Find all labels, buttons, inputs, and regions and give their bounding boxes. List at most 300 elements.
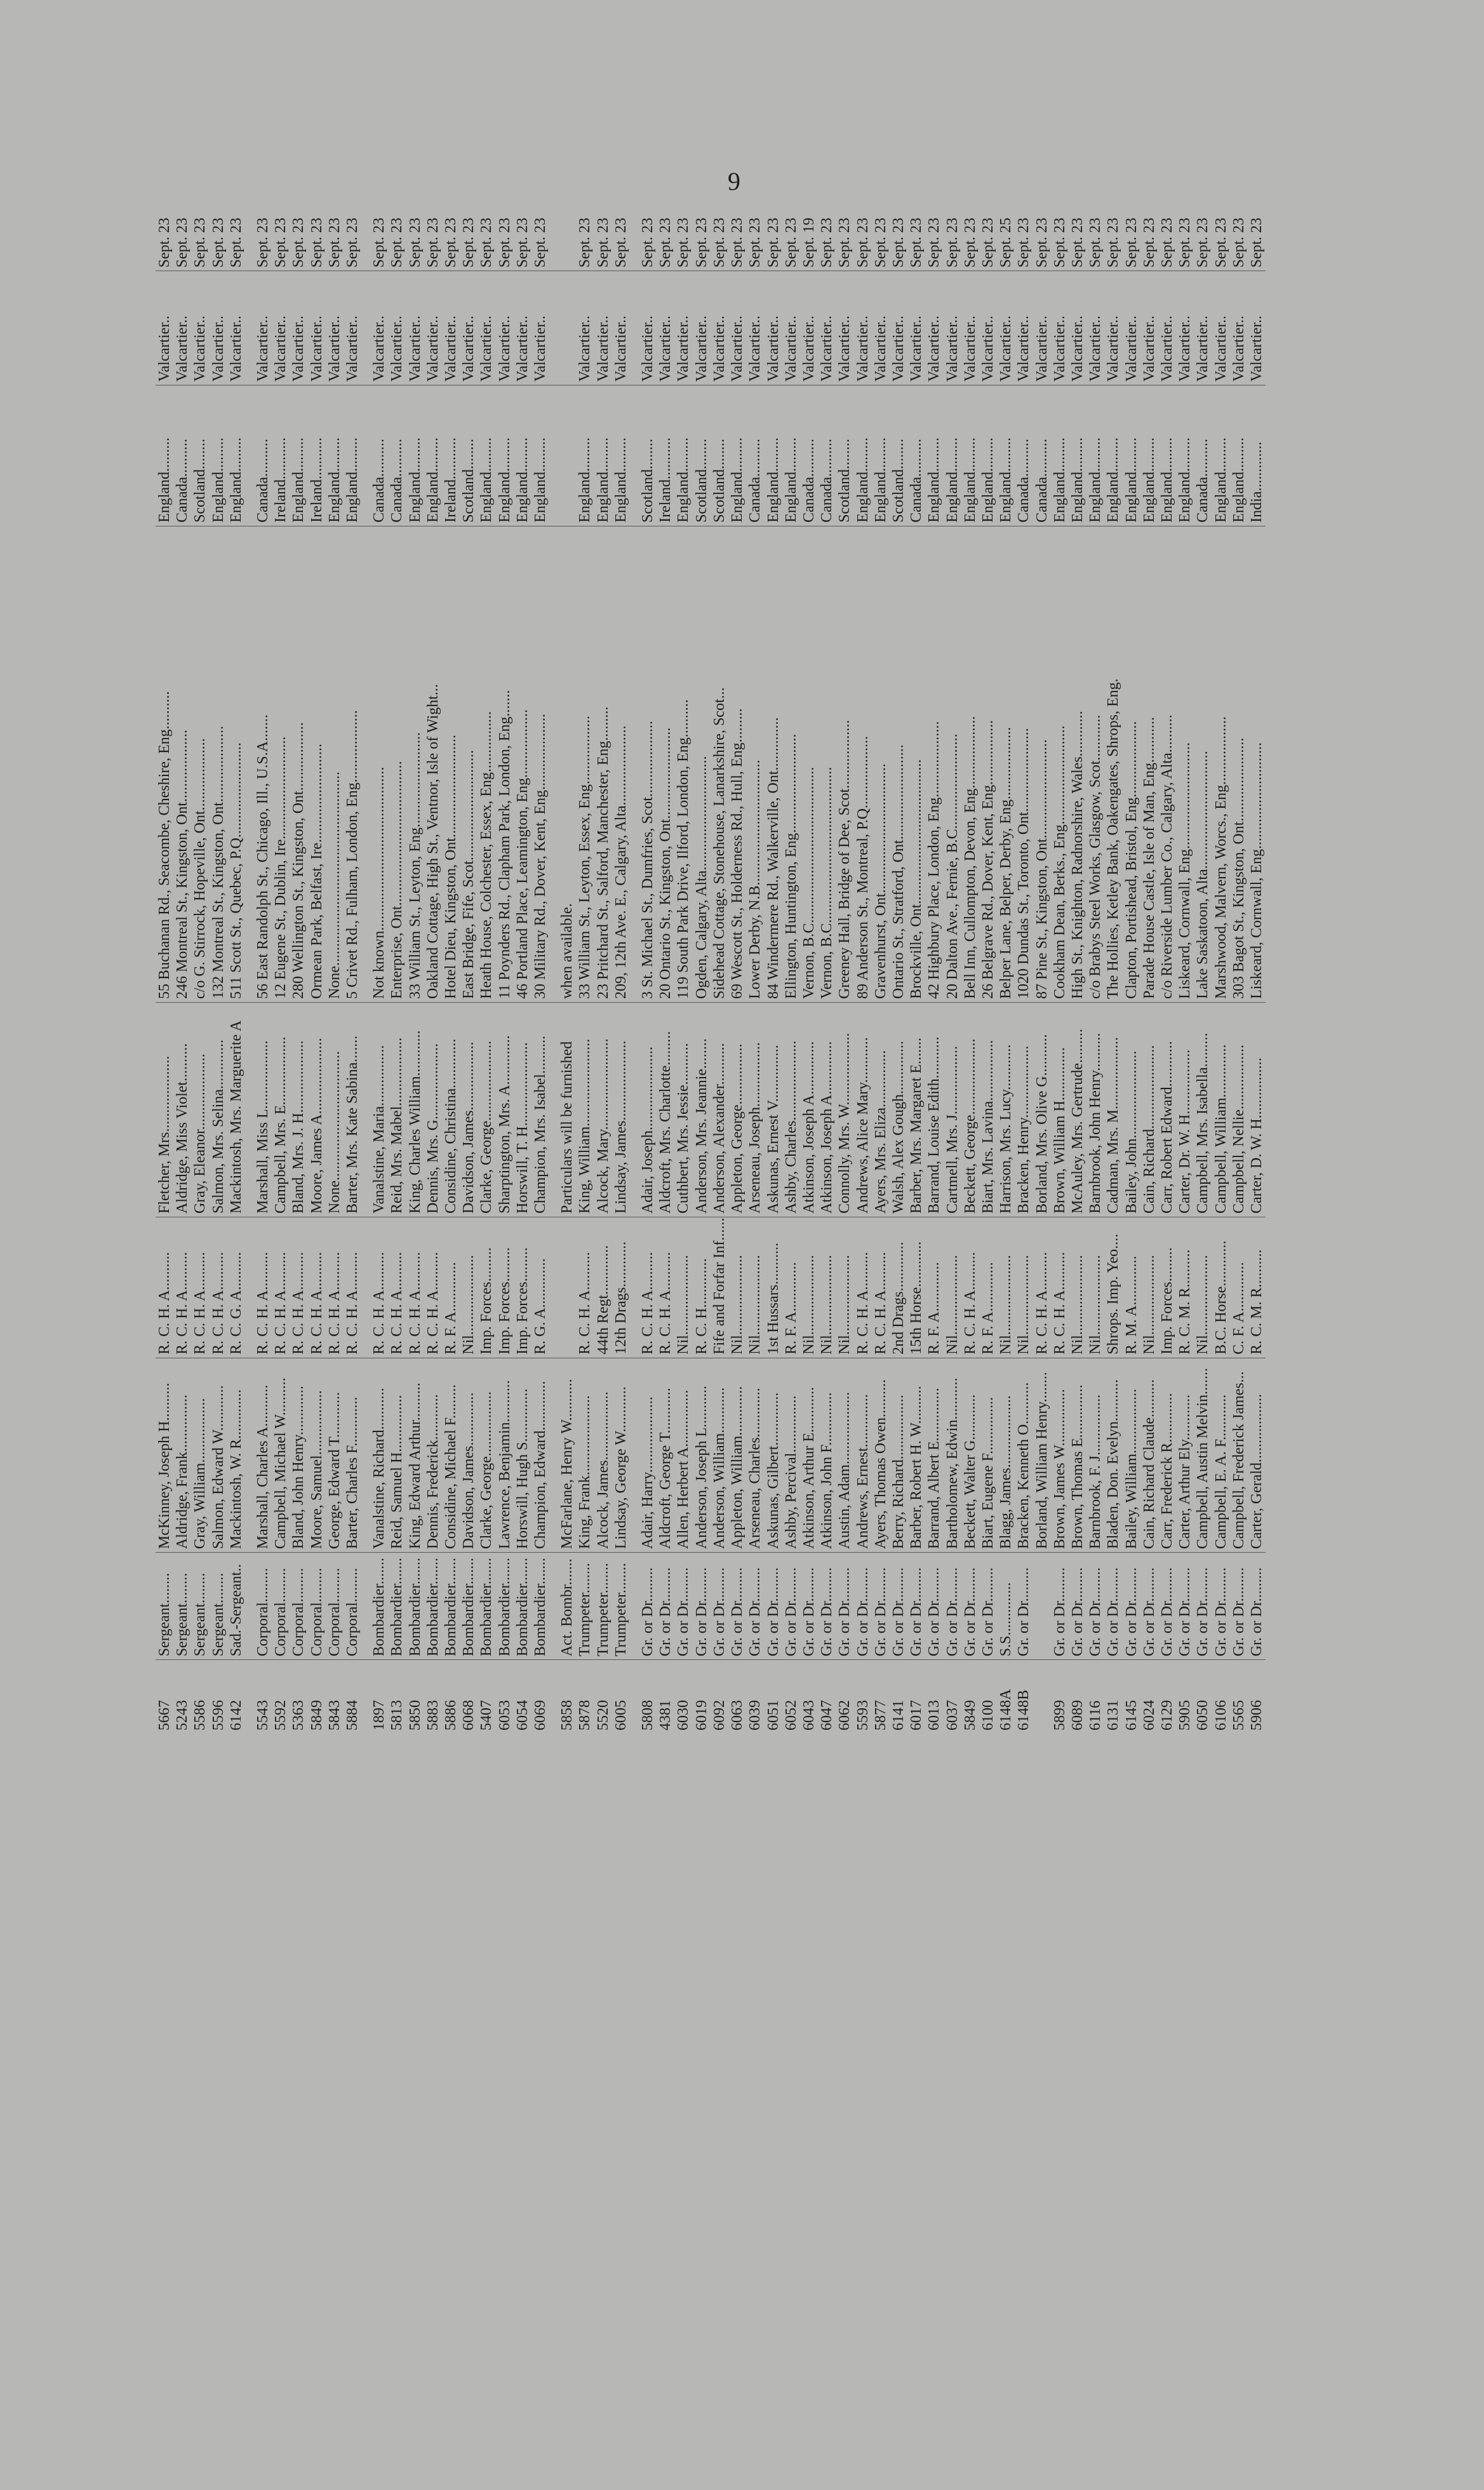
country-of-birth-cell: England......... <box>1140 385 1158 526</box>
country-of-birth-cell: Canada.......... <box>1194 385 1212 526</box>
place-of-enlistment-cell: Valcartier.. <box>836 271 853 385</box>
regimental-number-cell: 6053 <box>496 1660 514 1734</box>
place-of-enlistment-cell: Valcartier.. <box>308 271 326 385</box>
place-of-enlistment-cell <box>558 271 576 385</box>
country-of-birth-cell: Scotland........ <box>890 385 907 526</box>
regimental-number-cell: 5592 <box>272 1660 290 1734</box>
address-cell: 23 Pritchard St., Salford, Manchester, Eng......... <box>594 526 612 1002</box>
country-of-birth-cell: England......... <box>961 385 979 526</box>
address-cell: 280 Wellington St., Kingston, Ont.................. <box>290 526 307 1002</box>
rank-cell: Corporal......... <box>308 1553 326 1660</box>
soldier-name-cell: Andrews, Ernest.............. <box>854 1358 872 1552</box>
place-of-enlistment-cell: Valcartier.. <box>478 271 495 385</box>
date-of-enlistment-cell: Sept. 23 <box>1105 217 1122 268</box>
date-of-enlistment-cell: Sept. 23 <box>577 217 594 268</box>
place-of-enlistment-cell: Valcartier.. <box>711 271 728 385</box>
country-of-birth-cell: England......... <box>674 385 692 526</box>
table-row <box>406 191 424 1734</box>
rank-cell: Act. Bombr....... <box>558 1553 576 1660</box>
table-row <box>531 191 558 1734</box>
regimental-number-cell: 5849 <box>961 1660 979 1734</box>
former-unit-cell: R. C. H. A.......... <box>854 1217 872 1358</box>
former-unit-cell: R. G. A............. <box>531 1217 558 1358</box>
rank-cell: Bombardier....... <box>442 1553 460 1660</box>
table-row <box>1104 191 1122 1734</box>
date-of-enlistment-cell: Sept. 23 <box>612 217 629 268</box>
soldier-name-cell: Bladen, Don. Evelyn........... <box>1104 1358 1122 1552</box>
country-of-birth-cell: England......... <box>514 385 531 526</box>
date-of-enlistment-cell: Sept. 23 <box>729 217 746 268</box>
next-of-kin-cell: Campbell, Nellie................. <box>1230 1002 1248 1217</box>
date-of-enlistment-cell: Sept. 23 <box>174 217 191 268</box>
next-of-kin-cell: None.................................. <box>326 1002 344 1217</box>
date-of-enlistment-cell: Sept. 23 <box>961 217 979 268</box>
regimental-number-cell: 6062 <box>836 1660 853 1734</box>
next-of-kin-cell: Particulars will be furnished <box>558 1002 576 1217</box>
former-unit-cell: R. C. H. A.......... <box>173 1217 191 1358</box>
table-row <box>210 191 227 1734</box>
address-cell: Parade House Castle, Isle of Man, Eng............ <box>1140 526 1158 1002</box>
country-of-birth-cell: England......... <box>210 385 227 526</box>
soldier-name-cell: Barrand, Albert E.............. <box>925 1358 943 1552</box>
regimental-number-cell: 5899 <box>1051 1660 1069 1734</box>
regimental-number-cell: 6145 <box>1123 1660 1140 1734</box>
next-of-kin-cell: Walsh, Alex Gough.............. <box>890 1002 907 1217</box>
country-of-birth-cell: Canada.......... <box>173 385 191 526</box>
place-of-enlistment-cell: Valcartier.. <box>290 271 307 385</box>
date-of-enlistment-cell: Sept. 23 <box>1123 217 1140 268</box>
table-row <box>944 191 961 1734</box>
rank-cell: Corporal......... <box>326 1553 344 1660</box>
address-cell: 1020 Dundas St., Toronto, Ont...................... <box>1015 526 1033 1002</box>
date-of-enlistment-cell: Sept. 19 <box>800 217 817 268</box>
rank-cell: Gr. or Dr......... <box>746 1553 764 1660</box>
address-cell: Not known........................................... <box>370 526 388 1002</box>
soldier-name-cell: Ayers, Thomas Owen.......... <box>872 1358 890 1552</box>
address-cell: 30 Military Rd., Dover, Kent, Eng.................... <box>531 526 558 1002</box>
table-row <box>1051 191 1069 1734</box>
regimental-number-cell: 6051 <box>765 1660 782 1734</box>
rank-cell: Gr. or Dr......... <box>1194 1553 1212 1660</box>
date-of-enlistment-cell: Sept. 23 <box>747 217 764 268</box>
rank-cell: Sad.-Sergeant.. <box>227 1553 254 1660</box>
next-of-kin-cell: Clarke, George..................... <box>478 1002 495 1217</box>
page-number: 9 <box>728 167 740 196</box>
rank-cell: Gr. or Dr......... <box>907 1553 925 1660</box>
date-of-enlistment-cell: Sept. 23 <box>1015 217 1033 268</box>
address-cell: Lake Saskatoon, Alta............................... <box>1194 526 1212 1002</box>
former-unit-cell: Nil..................... <box>818 1217 836 1358</box>
country-of-birth-cell: Canada.......... <box>254 385 272 526</box>
country-of-birth-cell: India............. <box>1248 385 1266 526</box>
soldier-name-cell: Horswill, Hugh S.............. <box>514 1358 531 1552</box>
next-of-kin-cell: Carr, Robert Edward............ <box>1158 1002 1176 1217</box>
address-cell: Gravenhurst, Ont.................................. <box>872 526 890 1002</box>
place-of-enlistment-cell: Valcartier.. <box>890 271 907 385</box>
former-unit-cell: C. F. A............. <box>1230 1217 1248 1358</box>
date-of-enlistment-cell: Sept. 23 <box>326 217 343 268</box>
date-of-enlistment-cell <box>558 191 576 271</box>
soldier-name-cell: Gray, William................. <box>191 1358 209 1552</box>
rank-cell: Gr. or Dr......... <box>1123 1553 1140 1660</box>
date-of-enlistment-cell: Sept. 23 <box>1051 217 1068 268</box>
address-cell: 56 East Randolph St., Chicago, Ill., U.S.A....... <box>254 526 272 1002</box>
table-row <box>576 191 594 1734</box>
rank-cell: Gr. or Dr......... <box>765 1553 782 1660</box>
rank-cell: Bombardier....... <box>406 1553 424 1660</box>
address-cell: High St., Knighton, Radnorshire, Wales............ <box>1069 526 1086 1002</box>
regimental-number-cell: 5593 <box>854 1660 872 1734</box>
next-of-kin-cell: Carter, Dr. W. H................. <box>1176 1002 1194 1217</box>
rank-cell: Bombardier....... <box>496 1553 514 1660</box>
next-of-kin-cell: Barrand, Louise Edith........... <box>925 1002 943 1217</box>
address-cell: c/o Riverside Lumber Co., Calgary, Alta.......... <box>1158 526 1176 1002</box>
place-of-enlistment-cell: Valcartier.. <box>406 271 424 385</box>
address-cell: Vernon, B.C......................................... <box>818 526 836 1002</box>
address-cell: 69 Wescott St., Holderness Rd., Hull, Eng......... <box>728 526 746 1002</box>
next-of-kin-cell: Carter, D. W. H................ <box>1248 1002 1266 1217</box>
rank-cell: Bombardier....... <box>514 1553 531 1660</box>
former-unit-cell: R. C. H. A.......... <box>576 1217 594 1358</box>
table-row <box>496 191 514 1734</box>
date-of-enlistment-cell: Sept. 23 <box>156 217 173 268</box>
next-of-kin-cell: Ashby, Charles..................... <box>782 1002 800 1217</box>
regimental-number-cell: 6069 <box>531 1660 558 1734</box>
former-unit-cell: Nil..................... <box>746 1217 764 1358</box>
next-of-kin-cell: Gray, Eleanor.................... <box>191 1002 209 1217</box>
address-cell: when available. <box>558 526 576 1002</box>
place-of-enlistment-cell: Valcartier.. <box>531 271 558 385</box>
soldier-name-cell: Carr, Frederick R............. <box>1158 1358 1176 1552</box>
former-unit-cell: R. C. H. A.......... <box>1051 1217 1069 1358</box>
date-of-enlistment-cell: Sept. 23 <box>836 217 853 268</box>
country-of-birth-cell: England......... <box>997 385 1015 526</box>
date-of-enlistment-cell: Sept. 23 <box>460 217 478 268</box>
date-of-enlistment-cell: Sept. 23 <box>1033 217 1050 268</box>
regimental-number-cell: 6129 <box>1158 1660 1176 1734</box>
regimental-number-cell <box>1033 1660 1051 1734</box>
rank-cell: Gr. or Dr......... <box>1104 1553 1122 1660</box>
table-row <box>1230 191 1248 1734</box>
next-of-kin-cell: Cain, Richard...................... <box>1140 1002 1158 1217</box>
address-cell: 42 Highbury Place, London, Eng.................... <box>925 526 943 1002</box>
address-cell: Ellington, Huntington, Eng.......................... <box>782 526 800 1002</box>
former-unit-cell: 1st Hussars........... <box>765 1217 782 1358</box>
place-of-enlistment-cell: Valcartier.. <box>1086 271 1104 385</box>
next-of-kin-cell: Campbell, Mrs. E.................. <box>272 1002 290 1217</box>
former-unit-cell: Imp. Forces......... <box>496 1217 514 1358</box>
next-of-kin-cell: Davidson, James.................. <box>460 1002 478 1217</box>
next-of-kin-cell: Bracken, Henry................... <box>1015 1002 1033 1217</box>
address-cell: 46 Portland Place, Leamington, Eng.................. <box>514 526 531 1002</box>
place-of-enlistment-cell: Valcartier.. <box>979 271 997 385</box>
regimental-number-cell: 6037 <box>944 1660 961 1734</box>
country-of-birth-cell: England......... <box>496 385 514 526</box>
former-unit-cell: Nil..................... <box>997 1217 1015 1358</box>
date-of-enlistment-cell: Sept. 23 <box>711 217 728 268</box>
former-unit-cell: Nil..................... <box>728 1217 746 1358</box>
regimental-number-cell: 6030 <box>674 1660 692 1734</box>
country-of-birth-cell <box>558 385 576 526</box>
country-of-birth-cell: England......... <box>290 385 307 526</box>
table-row <box>836 191 853 1734</box>
next-of-kin-cell: Horswill, T. H...................... <box>514 1002 531 1217</box>
country-of-birth-cell: England......... <box>531 385 558 526</box>
next-of-kin-cell: King, Charles William............ <box>406 1002 424 1217</box>
former-unit-cell: 12th Drags............ <box>612 1217 639 1358</box>
place-of-enlistment-cell: Valcartier.. <box>1140 271 1158 385</box>
roll-table <box>156 191 1266 1734</box>
table-row <box>961 191 979 1734</box>
place-of-enlistment-cell: Valcartier.. <box>1051 271 1069 385</box>
next-of-kin-cell: Salmon, Mrs. Selina............. <box>210 1002 227 1217</box>
country-of-birth-cell: Scotland........ <box>639 385 657 526</box>
table-row <box>1123 191 1140 1734</box>
next-of-kin-cell: Aldcroft, Mrs. Charlotte......... <box>657 1002 674 1217</box>
rank-cell: Sergeant........ <box>191 1553 209 1660</box>
soldier-name-cell: King, Edward Arthur.......... <box>406 1358 424 1552</box>
table-row <box>746 191 764 1734</box>
soldier-name-cell: Beckett, Walter G............ <box>961 1358 979 1552</box>
former-unit-cell: R. C. M. R.......... <box>1176 1217 1194 1358</box>
regimental-number-cell: 6017 <box>907 1660 925 1734</box>
soldier-name-cell: Mackintosh, W. R............. <box>227 1358 254 1552</box>
date-of-enlistment-cell: Sept. 23 <box>782 217 799 268</box>
table-row <box>997 191 1015 1734</box>
place-of-enlistment-cell: Valcartier.. <box>657 271 674 385</box>
date-of-enlistment-cell: Sept. 23 <box>227 217 244 268</box>
former-unit-cell: Shrops. Imp. Yeo.... <box>1104 1217 1122 1358</box>
address-cell: Ormean Park, Belfast, Ire.......................... <box>308 526 326 1002</box>
rank-cell: Gr. or Dr......... <box>1069 1553 1086 1660</box>
date-of-enlistment-cell: Sept. 23 <box>594 217 612 268</box>
date-of-enlistment-cell: Sept. 23 <box>272 217 290 268</box>
date-of-enlistment-cell: Sept. 23 <box>443 217 460 268</box>
soldier-name-cell: Allen, Herbert A............... <box>674 1358 692 1552</box>
next-of-kin-cell: Dennis, Mrs. G.................... <box>424 1002 442 1217</box>
date-of-enlistment-cell: Sept. 23 <box>290 217 307 268</box>
former-unit-cell: R. C. H. A.......... <box>272 1217 290 1358</box>
table-row <box>1069 191 1086 1734</box>
regimental-number-cell: 6019 <box>693 1660 711 1734</box>
country-of-birth-cell: England......... <box>782 385 800 526</box>
country-of-birth-cell: Canada.......... <box>1033 385 1051 526</box>
place-of-enlistment-cell: Valcartier.. <box>1248 271 1266 385</box>
table-row <box>854 191 872 1734</box>
former-unit-cell: Nil..................... <box>460 1217 478 1358</box>
former-unit-cell: R. C. H. A.......... <box>344 1217 370 1358</box>
next-of-kin-cell: Cartmell, Mrs. J.................. <box>944 1002 961 1217</box>
address-cell: c/o G. Stirrock, Hopeville, Ont................... <box>191 526 209 1002</box>
next-of-kin-cell: Anderson, Alexander........... <box>711 1002 728 1217</box>
soldier-name-cell: Moore, Samuel................. <box>308 1358 326 1552</box>
next-of-kin-cell: Atkinson, Joseph A.............. <box>818 1002 836 1217</box>
address-cell: Greeney Hall, Bridge of Dee, Scot.................. <box>836 526 853 1002</box>
rank-cell: Gr. or Dr......... <box>836 1553 853 1660</box>
former-unit-cell: R. C. H. A.......... <box>370 1217 388 1358</box>
former-unit-cell: Imp. Forces......... <box>478 1217 495 1358</box>
former-unit-cell: Nil..................... <box>944 1217 961 1358</box>
address-cell: The Hollies, Ketley Bank, Oakengates, Shrops, Eng. <box>1104 526 1122 1002</box>
table-row <box>693 191 711 1734</box>
rank-cell: Corporal......... <box>290 1553 307 1660</box>
country-of-birth-cell: Canada.......... <box>800 385 818 526</box>
rank-cell: Gr. or Dr......... <box>1051 1553 1069 1660</box>
address-cell: 119 South Park Drive, Ilford, London, Eng.......... <box>674 526 692 1002</box>
address-cell: None................................................... <box>326 526 344 1002</box>
place-of-enlistment-cell: Valcartier.. <box>1212 271 1230 385</box>
regimental-number-cell: 5906 <box>1248 1660 1266 1734</box>
former-unit-cell: R. C. H. A.......... <box>406 1217 424 1358</box>
country-of-birth-cell: England......... <box>1086 385 1104 526</box>
next-of-kin-cell: Ayers, Mrs. Eliza............... <box>872 1002 890 1217</box>
country-of-birth-cell: England......... <box>1104 385 1122 526</box>
address-cell: Heath House, Colchester, Essex, Eng................ <box>478 526 495 1002</box>
date-of-enlistment-cell: Sept. 23 <box>1087 217 1104 268</box>
former-unit-cell: Nil..................... <box>1015 1217 1033 1358</box>
rank-cell: Sergeant........ <box>210 1553 227 1660</box>
next-of-kin-cell: Mackintosh, Mrs. Marguerite A <box>227 1002 254 1217</box>
table-row <box>1140 191 1158 1734</box>
next-of-kin-cell: Arseneau, Joseph................. <box>746 1002 764 1217</box>
former-unit-cell: Nil..................... <box>1140 1217 1158 1358</box>
soldier-name-cell: Brown, James W............... <box>1051 1358 1069 1552</box>
address-cell: Enterprise, Ont...................................... <box>388 526 406 1002</box>
country-of-birth-cell: Ireland........... <box>442 385 460 526</box>
country-of-birth-cell: England......... <box>594 385 612 526</box>
date-of-enlistment-cell: Sept. 23 <box>389 217 406 268</box>
table-row <box>478 191 495 1734</box>
rank-cell: Bombardier....... <box>460 1553 478 1660</box>
table-row <box>782 191 800 1734</box>
next-of-kin-cell: Alcock, Mary........................ <box>594 1002 612 1217</box>
regimental-number-cell: 5407 <box>478 1660 495 1734</box>
address-cell: Ogden, Calgary, Alta.............................. <box>693 526 711 1002</box>
country-of-birth-cell: England......... <box>1212 385 1230 526</box>
next-of-kin-cell: Reid, Mrs. Mabel.................. <box>388 1002 406 1217</box>
date-of-enlistment-cell: Sept. 23 <box>371 217 388 268</box>
rank-cell: Bombardier....... <box>424 1553 442 1660</box>
next-of-kin-cell: Campbell, William.............. <box>1212 1002 1230 1217</box>
rank-cell: Gr. or Dr......... <box>1086 1553 1104 1660</box>
soldier-name-cell: Clarke, George................. <box>478 1358 495 1552</box>
address-cell: 87 Pine St., Kingston, Ont.......................... <box>1033 526 1051 1002</box>
country-of-birth-cell: England......... <box>227 385 254 526</box>
soldier-name-cell: Campbell, E. A. F............ <box>1212 1358 1230 1552</box>
table-row <box>639 191 657 1734</box>
soldier-name-cell: Askunas, Gilbert.............. <box>765 1358 782 1552</box>
place-of-enlistment-cell: Valcartier.. <box>1194 271 1212 385</box>
soldier-name-cell: Carter, Arthur Ely............ <box>1176 1358 1194 1552</box>
rank-cell: Gr. or Dr......... <box>1176 1553 1194 1660</box>
place-of-enlistment-cell: Valcartier.. <box>514 271 531 385</box>
former-unit-cell: R. C. H. A.......... <box>326 1217 344 1358</box>
date-of-enlistment-cell: Sept. 23 <box>1069 217 1086 268</box>
date-of-enlistment-cell: Sept. 23 <box>890 217 907 268</box>
regimental-number-cell: 6092 <box>711 1660 728 1734</box>
rank-cell: Corporal......... <box>344 1553 370 1660</box>
next-of-kin-cell: Biart, Mrs. Lavina................ <box>979 1002 997 1217</box>
next-of-kin-cell: Barber, Mrs. Margaret E....... <box>907 1002 925 1217</box>
next-of-kin-cell: Moore, James A.................... <box>308 1002 326 1217</box>
next-of-kin-cell: Barnbrook, John Henry.......... <box>1086 1002 1104 1217</box>
rank-cell: Gr. or Dr......... <box>782 1553 800 1660</box>
regimental-number-cell: 5243 <box>173 1660 191 1734</box>
date-of-enlistment-cell: Sept. 23 <box>344 217 361 268</box>
place-of-enlistment-cell: Valcartier.. <box>765 271 782 385</box>
date-of-enlistment-cell: Sept. 23 <box>1194 217 1212 268</box>
date-of-enlistment-cell: Sept. 23 <box>532 217 549 268</box>
place-of-enlistment-cell: Valcartier.. <box>800 271 818 385</box>
date-of-enlistment-cell: Sept. 23 <box>308 217 325 268</box>
table-row <box>979 191 997 1734</box>
table-row <box>460 191 478 1734</box>
soldier-name-cell: Atkinson, John F.............. <box>818 1358 836 1552</box>
soldier-name-cell: McKinney, Joseph H.......... <box>156 1358 173 1552</box>
soldier-name-cell: Barber, Robert H. W.......... <box>907 1358 925 1552</box>
rank-cell: Bombardier....... <box>388 1553 406 1660</box>
regimental-number-cell: 5520 <box>594 1660 612 1734</box>
table-row <box>308 191 326 1734</box>
country-of-birth-cell: Scotland........ <box>836 385 853 526</box>
soldier-name-cell: Bracken, Kenneth O........... <box>1015 1358 1033 1552</box>
place-of-enlistment-cell: Valcartier.. <box>1033 271 1051 385</box>
date-of-enlistment-cell: Sept. 23 <box>1230 217 1247 268</box>
regimental-number-cell: 6005 <box>612 1660 639 1734</box>
next-of-kin-cell: Champion, Mrs. Isabel.......... <box>531 1002 558 1217</box>
table-row <box>594 191 612 1734</box>
regimental-number-cell: 6116 <box>1086 1660 1104 1734</box>
country-of-birth-cell: England......... <box>576 385 594 526</box>
soldier-name-cell: Barter, Charles F............. <box>344 1358 370 1552</box>
address-cell: 20 Ontario St., Kingston, Ont........................ <box>657 526 674 1002</box>
address-cell: 303 Bagot St., Kingston, Ont...................... <box>1230 526 1248 1002</box>
regimental-number-cell: 6068 <box>460 1660 478 1734</box>
address-cell: 3 St. Michael St., Dumfries, Scot.................... <box>639 526 657 1002</box>
country-of-birth-cell: England......... <box>478 385 495 526</box>
address-cell: 89 Anderson St., Montreal, P.Q................... <box>854 526 872 1002</box>
regimental-number-cell: 5850 <box>406 1660 424 1734</box>
place-of-enlistment-cell: Valcartier.. <box>1158 271 1176 385</box>
table-row <box>227 191 254 1734</box>
former-unit-cell <box>558 1217 576 1358</box>
table-row <box>1248 191 1266 1734</box>
former-unit-cell: R. C. H. A.......... <box>424 1217 442 1358</box>
country-of-birth-cell: England......... <box>424 385 442 526</box>
date-of-enlistment-cell: Sept. 23 <box>1177 217 1194 268</box>
date-of-enlistment-cell: Sept. 23 <box>1248 217 1265 268</box>
soldier-name-cell: Blagg, James................... <box>997 1358 1015 1552</box>
regimental-number-cell: 4381 <box>657 1660 674 1734</box>
place-of-enlistment-cell: Valcartier.. <box>612 271 639 385</box>
next-of-kin-cell: Bland, Mrs. J. H................... <box>290 1002 307 1217</box>
soldier-name-cell: Bartholomew, Edwin........... <box>944 1358 961 1552</box>
place-of-enlistment-cell: Valcartier.. <box>1230 271 1248 385</box>
address-cell: 12 Eugene St., Dublin, Ire........................... <box>272 526 290 1002</box>
date-of-enlistment-cell: Sept. 23 <box>979 217 996 268</box>
regimental-number-cell: 5858 <box>558 1660 576 1734</box>
rank-cell: Gr. or Dr......... <box>944 1553 961 1660</box>
date-of-enlistment-cell: Sept. 23 <box>765 217 782 268</box>
former-unit-cell: R. C. H. A.......... <box>657 1217 674 1358</box>
address-cell: 11 Poynders Rd., Clapham Park, London, Eng....... <box>496 526 514 1002</box>
address-cell: 209, 12th Ave. E., Calgary, Alta..................... <box>612 526 639 1002</box>
date-of-enlistment-cell: Sept. 23 <box>424 217 441 268</box>
address-cell: East Bridge, Fife, Scot............................. <box>460 526 478 1002</box>
former-unit-cell: 44th Regt............. <box>594 1217 612 1358</box>
former-unit-cell: R. C. H. A.......... <box>961 1217 979 1358</box>
soldier-name-cell: Salmon, Edward W............ <box>210 1358 227 1552</box>
